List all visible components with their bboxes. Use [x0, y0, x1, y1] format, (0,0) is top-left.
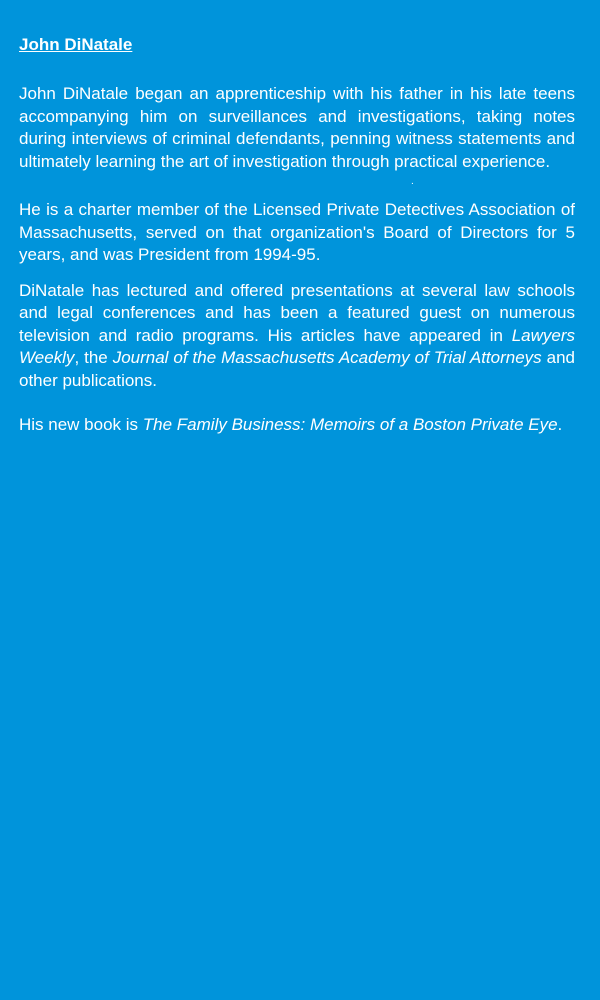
publication-journal-matla: Journal of the Massachusetts Academy of Trial Attorneys	[112, 348, 542, 367]
page-title: John DiNatale	[19, 35, 133, 54]
book-title: The Family Business: Memoirs of a Boston Private Eye	[142, 415, 558, 434]
stray-mark-row	[19, 173, 575, 199]
publication-lawyers-weekly: Lawyers Weekly	[19, 325, 575, 367]
stray-mark: .	[411, 176, 414, 187]
book-text-part1: His new book is	[19, 415, 143, 434]
lectures-text-part1: DiNatale has lectured and offered presentations at several law schools and legal conferences and has been a featured guest on numerous television and radio programs. His articles have appeared in	[19, 280, 575, 345]
bio-paragraph-apprenticeship: John DiNatale began an apprenticeship with his father in his late teens accompanying him on surveillances and investigations, taking notes during interviews of criminal defendants, penning witness statements and ultimately learning the art of investigation through practical experience.	[19, 84, 575, 171]
book-text-part2: .	[557, 415, 563, 434]
bio-paragraph-new-book	[19, 414, 575, 437]
bio-paragraph-association: He is a charter member of the Licensed Private Detectives Association of Massachusetts, served on that organization's Board of Directors for 5 years, and was President from 1994-95.	[19, 200, 575, 264]
bio-paragraph-lectures	[19, 280, 575, 393]
lectures-text-part2: , the	[74, 348, 113, 367]
lectures-text-part3: and other publications.	[19, 348, 576, 390]
